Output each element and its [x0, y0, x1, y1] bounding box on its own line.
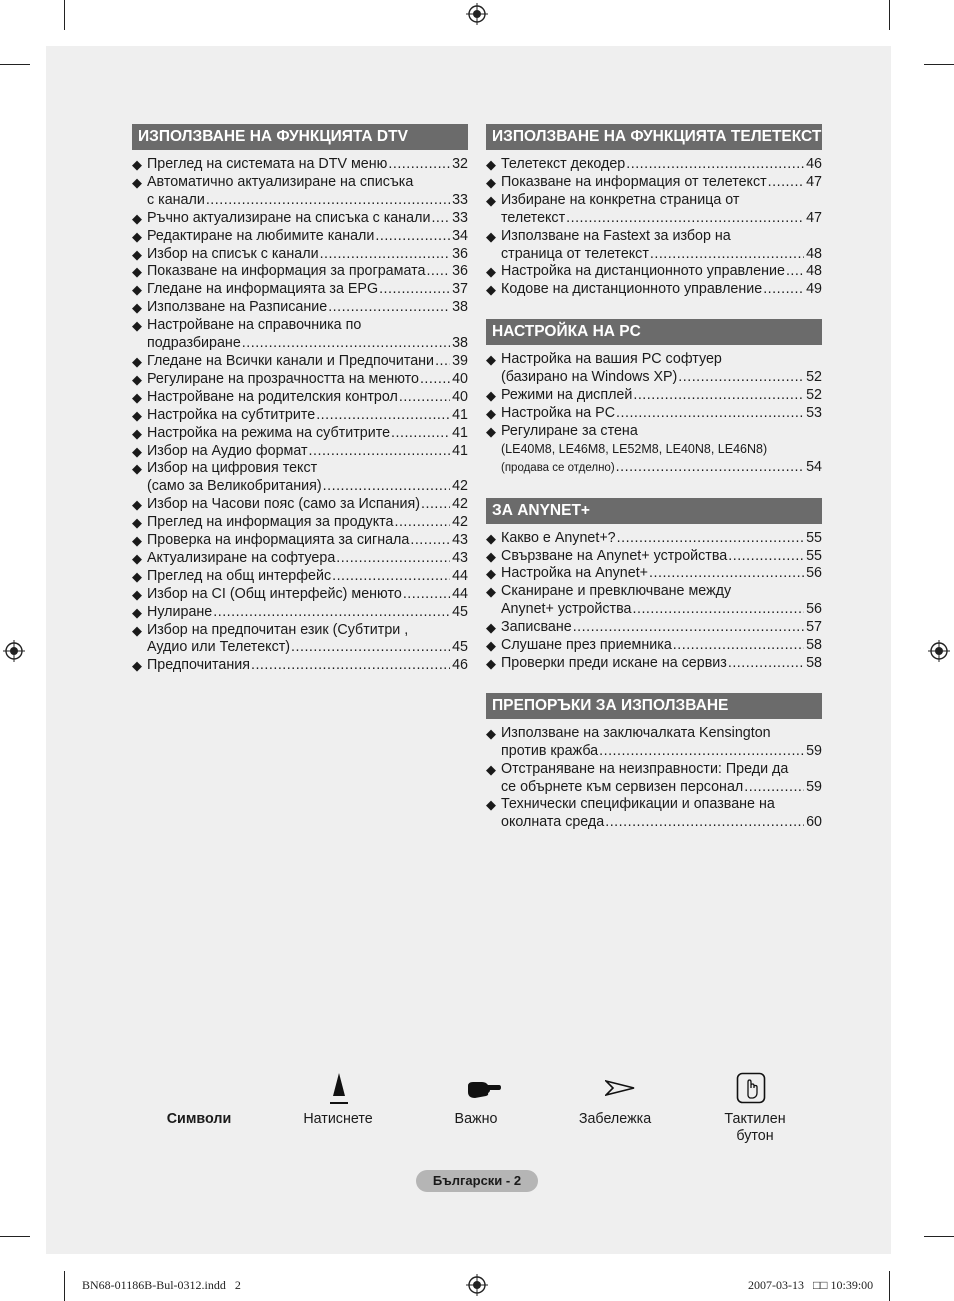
toc-entry-text: Гледане на информацията за EPG: [147, 281, 379, 298]
toc-entry-text: Гледане на Всички канали и Предпочитани: [147, 352, 435, 369]
diamond-bullet-icon: ◆: [486, 655, 496, 671]
page-number: 57: [806, 619, 822, 636]
toc-entry-text: Отстраняване на неизправности: Преди да: [501, 760, 789, 777]
page-number: 37: [452, 281, 468, 298]
page-number: 56: [806, 565, 822, 582]
toc-entry[interactable]: [486, 228, 822, 264]
page-number: 32: [452, 156, 468, 172]
page-number: 46: [452, 657, 468, 674]
toc-entry[interactable]: [486, 387, 822, 405]
toc-entry[interactable]: [486, 281, 822, 299]
dot-leader: [391, 425, 450, 443]
toc-entry-text: Записване: [501, 619, 572, 636]
touch-button-icon: [736, 1072, 766, 1104]
registration-mark-icon: [466, 1274, 488, 1296]
dot-leader: [786, 263, 804, 281]
crop-mark: [889, 0, 890, 30]
toc-entry-text: Преглед на информация за продукта: [147, 514, 394, 531]
diamond-bullet-icon: ◆: [486, 638, 496, 654]
toc-entry[interactable]: [486, 619, 822, 637]
toc-section: [486, 498, 822, 673]
toc-entry-text: Свързване на Anynet+ устройства: [501, 547, 728, 564]
page-number: 49: [806, 281, 822, 298]
dot-leader: [435, 353, 450, 371]
toc-entry-text: (продава се отделно): [501, 461, 615, 474]
toc-entry-text: Преглед на общ интерфейс: [147, 567, 332, 584]
toc-entry-text: (LE40M8, LE46M8, LE52M8, LE40N8, LE46N8): [501, 441, 768, 456]
diamond-bullet-icon: ◆: [132, 515, 142, 531]
toc-entry[interactable]: [132, 228, 468, 246]
diamond-bullet-icon: ◆: [486, 530, 496, 546]
toc-entry[interactable]: [486, 351, 822, 387]
toc-entry-text: Сканиране и превключване между: [501, 583, 732, 600]
page-number: 42: [452, 478, 468, 495]
page-number: 42: [452, 496, 468, 513]
toc-entry-text: против кражба: [501, 742, 599, 759]
diamond-bullet-icon: ◆: [132, 210, 142, 226]
dot-leader: [394, 514, 450, 532]
diamond-bullet-icon: ◆: [132, 264, 142, 280]
dot-leader: [678, 369, 804, 387]
note-arrow-icon: [605, 1080, 635, 1096]
diamond-bullet-icon: ◆: [132, 157, 142, 172]
symbol-label-press: Натиснете: [303, 1111, 373, 1127]
diamond-bullet-icon: ◆: [486, 584, 496, 600]
page-number: 33: [452, 191, 468, 208]
page-number: 52: [806, 387, 822, 404]
toc-entry-text: Автоматично актуализиране на списъка: [147, 173, 414, 190]
dot-leader: [213, 604, 450, 622]
diamond-bullet-icon: ◆: [486, 566, 496, 582]
diamond-bullet-icon: ◆: [486, 405, 496, 421]
diamond-bullet-icon: ◆: [132, 658, 142, 674]
crop-mark: [889, 1271, 890, 1301]
symbols-heading: Символи: [166, 1111, 232, 1127]
diamond-bullet-icon: ◆: [486, 282, 496, 298]
toc-section: [486, 693, 822, 832]
diamond-bullet-icon: ◆: [486, 264, 496, 280]
page-number: 39: [452, 352, 468, 369]
toc-entry[interactable]: [132, 443, 468, 461]
toc-entry[interactable]: [486, 548, 822, 566]
dot-leader: [744, 779, 804, 797]
toc-entry[interactable]: [132, 550, 468, 568]
crop-mark: [64, 1271, 65, 1301]
diamond-bullet-icon: ◆: [486, 174, 496, 190]
diamond-bullet-icon: ◆: [132, 533, 142, 549]
page-number: 47: [806, 173, 822, 190]
crop-mark: [0, 1236, 30, 1237]
dot-leader: [336, 550, 450, 568]
section-title: ЗА ANYNET+: [486, 498, 822, 524]
symbol-label-note: Забележка: [578, 1111, 652, 1127]
diamond-bullet-icon: ◆: [486, 192, 496, 208]
registration-mark-icon: [466, 3, 488, 25]
page-number: 55: [806, 529, 822, 546]
page-number: 47: [806, 209, 822, 226]
toc-entry-text: (само за Великобритания): [147, 478, 322, 495]
toc-entry-text: Актуализиране на софтуера: [147, 549, 336, 566]
diamond-bullet-icon: ◆: [486, 761, 496, 777]
dot-leader: [649, 565, 804, 583]
toc-entry-text: се обърнете към сервизен персонал: [501, 778, 744, 795]
toc-entry[interactable]: [132, 496, 468, 514]
toc-entry-text: Настройка на субтитрите: [147, 406, 316, 423]
dot-leader: [320, 246, 451, 264]
dot-leader: [650, 246, 804, 264]
dot-leader: [633, 601, 805, 619]
page-number: 54: [806, 458, 822, 475]
toc-entry[interactable]: [132, 568, 468, 586]
dot-leader: [420, 371, 450, 389]
toc-entry[interactable]: [486, 796, 822, 832]
toc-right-column: [486, 124, 822, 832]
diamond-bullet-icon: ◆: [132, 443, 142, 459]
toc-entry-text: телетекст: [501, 209, 566, 226]
toc-entry-text: Избор на цифровия текст: [147, 460, 318, 477]
diamond-bullet-icon: ◆: [132, 246, 142, 262]
toc-entry[interactable]: [132, 299, 468, 317]
toc-section: [486, 319, 822, 477]
toc-entry[interactable]: [486, 423, 822, 478]
page-number: 52: [806, 369, 822, 386]
symbol-label-important: Важно: [454, 1111, 498, 1127]
dot-leader: [605, 814, 804, 832]
toc-entry[interactable]: [132, 281, 468, 299]
crop-mark: [0, 64, 30, 65]
diamond-bullet-icon: ◆: [132, 550, 142, 566]
toc-entry-text: Избор на предпочитан език (Субтитри ,: [147, 621, 409, 638]
toc-entry-text: Телетекст декодер: [501, 156, 626, 172]
toc-entry-text: Настройка на дистанционното управление: [501, 263, 785, 280]
page-number: 45: [452, 639, 468, 656]
diamond-bullet-icon: ◆: [132, 389, 142, 405]
diamond-bullet-icon: ◆: [486, 620, 496, 636]
diamond-bullet-icon: ◆: [132, 282, 142, 298]
section-title: НАСТРОЙКА НА PC: [486, 319, 822, 345]
dot-leader: [379, 281, 450, 299]
dot-leader: [673, 637, 804, 655]
symbols-legend: [0, 1070, 954, 1150]
toc-entry[interactable]: [486, 156, 822, 174]
dot-leader: [426, 263, 450, 281]
page-number: 46: [806, 156, 822, 172]
toc-entry-text: Проверки преди искане на сервиз: [501, 654, 727, 671]
dot-leader: [291, 639, 450, 657]
diamond-bullet-icon: ◆: [132, 300, 142, 316]
diamond-bullet-icon: ◆: [132, 174, 142, 190]
toc-entry[interactable]: [132, 317, 468, 353]
toc-entry[interactable]: [486, 637, 822, 655]
toc-entry[interactable]: [132, 174, 468, 210]
toc-entry-text: Избор на списък с канали: [147, 245, 319, 262]
toc-entry[interactable]: [486, 583, 822, 619]
dot-leader: [599, 743, 804, 761]
diamond-bullet-icon: ◆: [486, 228, 496, 244]
toc-entry-text: Настройване на родителския контрол: [147, 388, 398, 405]
dot-leader: [617, 530, 804, 548]
dot-leader: [375, 228, 450, 246]
toc-entry[interactable]: [486, 565, 822, 583]
dot-leader: [323, 478, 450, 496]
diamond-bullet-icon: ◆: [132, 407, 142, 423]
page-number: 53: [806, 404, 822, 421]
page-number: 56: [806, 601, 822, 618]
toc-entry[interactable]: [132, 586, 468, 604]
toc-entry[interactable]: [132, 371, 468, 389]
toc-entry-text: Преглед на системата на DTV меню: [147, 156, 388, 172]
dot-leader: [616, 405, 804, 423]
toc-entry-text: с канали: [147, 191, 205, 208]
toc-entry[interactable]: [132, 425, 468, 443]
toc-entry-text: Регулиране за стена: [501, 422, 638, 439]
page-number: 45: [452, 603, 468, 620]
toc-entry-text: Anynet+ устройства: [501, 601, 632, 618]
toc-entry[interactable]: [132, 657, 468, 675]
diamond-bullet-icon: ◆: [132, 318, 142, 334]
page-number: 48: [806, 245, 822, 262]
toc-section: [132, 124, 468, 675]
page-number: 48: [806, 263, 822, 280]
file-name: BN68-01186B-Bul-0312.indd 2: [82, 1278, 241, 1292]
toc-entry-text: Режими на дисплей: [501, 387, 633, 404]
page-number: 60: [806, 814, 822, 831]
toc-entry[interactable]: [486, 761, 822, 797]
toc-entry[interactable]: [486, 174, 822, 192]
toc-entry-text: Настройка на вашия PC софтуер: [501, 351, 722, 368]
dot-leader: [728, 655, 804, 673]
section-title: ПРЕПОРЪКИ ЗА ИЗПОЛЗВАНЕ: [486, 693, 822, 719]
page-number: 36: [452, 245, 468, 262]
dot-leader: [403, 586, 450, 604]
toc-entry-text: Аудио или Телетекст): [147, 639, 291, 656]
diamond-bullet-icon: ◆: [132, 371, 142, 387]
toc-entry-text: Нулиране: [147, 603, 213, 620]
registration-mark-icon: [3, 640, 25, 662]
page-number: 38: [452, 335, 468, 352]
toc-entry[interactable]: [132, 532, 468, 550]
toc-entry[interactable]: [132, 622, 468, 658]
toc-left-column: [132, 124, 468, 675]
page-number: 42: [452, 514, 468, 531]
toc-entry-text: Показване на информация за програмата: [147, 263, 426, 280]
toc-entry[interactable]: [132, 353, 468, 371]
toc-section: [486, 124, 822, 299]
diamond-bullet-icon: ◆: [486, 548, 496, 564]
toc-entry[interactable]: [132, 514, 468, 532]
dot-leader: [421, 496, 450, 514]
page-number: 55: [806, 547, 822, 564]
page-number: 34: [452, 227, 468, 244]
toc-entry-text: Кодове на дистанционното управление: [501, 281, 763, 298]
toc-entry-text: Настройка на режима на субтитрите: [147, 424, 391, 441]
toc-entry-text: Предпочитания: [147, 657, 250, 674]
toc-entry-text: Слушане през приемника: [501, 637, 672, 654]
toc-entry[interactable]: [132, 407, 468, 425]
page-number: 41: [452, 424, 468, 441]
pointing-hand-icon: [466, 1080, 502, 1100]
page-number: 38: [452, 299, 468, 316]
dot-leader: [573, 619, 804, 637]
print-timestamp: 2007-03-13 □□ 10:39:00: [748, 1278, 874, 1292]
diamond-bullet-icon: ◆: [132, 461, 142, 477]
page-number: 41: [452, 442, 468, 459]
toc-entry-text: Използване на Разписание: [147, 299, 328, 316]
dot-leader: [328, 299, 450, 317]
diamond-bullet-icon: ◆: [132, 228, 142, 244]
dot-leader: [410, 532, 450, 550]
toc-entry[interactable]: [486, 192, 822, 228]
crop-mark: [924, 64, 954, 65]
toc-entry[interactable]: [486, 655, 822, 673]
page-number: 41: [452, 406, 468, 423]
toc-entry-text: Използване на Fastext за избор на: [501, 227, 731, 244]
dot-leader: [768, 174, 804, 192]
toc-entry-text: Избор на CI (Общ интерфейс) менюто: [147, 585, 402, 602]
toc-entry-text: страница от телетекст: [501, 245, 649, 262]
diamond-bullet-icon: ◆: [132, 425, 142, 441]
toc-entry[interactable]: [132, 460, 468, 496]
dot-leader: [728, 548, 804, 566]
dot-leader: [242, 335, 450, 353]
toc-entry-text: Проверка на информацията за сигнала: [147, 532, 410, 549]
toc-entry-text: Регулиране на прозрачността на менюто: [147, 370, 419, 387]
toc-entry-text: Избор на Часови пояс (само за Испания): [147, 496, 420, 513]
toc-entry-text: Технически спецификации и опазване на: [501, 796, 775, 813]
page-number: 44: [452, 567, 468, 584]
dot-leader: [206, 192, 450, 210]
dot-leader: [566, 210, 804, 228]
toc-entry[interactable]: [486, 530, 822, 548]
diamond-bullet-icon: ◆: [486, 157, 496, 172]
diamond-bullet-icon: ◆: [132, 622, 142, 638]
toc-entry-text: (базирано на Windows XP): [501, 369, 678, 386]
page-number: 43: [452, 532, 468, 549]
diamond-bullet-icon: ◆: [132, 497, 142, 513]
diamond-bullet-icon: ◆: [132, 586, 142, 602]
diamond-bullet-icon: ◆: [486, 388, 496, 404]
page-number: 58: [806, 637, 822, 654]
toc-entry-text: околната среда: [501, 814, 605, 831]
diamond-bullet-icon: ◆: [132, 604, 142, 620]
toc-entry-text: Избиране на конкретна страница от: [501, 191, 740, 208]
toc-entry[interactable]: [132, 246, 468, 264]
dot-leader: [309, 443, 451, 461]
section-title: ИЗПОЛЗВАНЕ НА ФУНКЦИЯТА DTV: [132, 124, 468, 150]
toc-entry-text: Настройване на справочника по: [147, 317, 362, 334]
toc-entry-text: подразбиране: [147, 335, 241, 352]
dot-leader: [332, 568, 450, 586]
page-number: 59: [806, 742, 822, 759]
page-number: 33: [452, 209, 468, 226]
dot-leader: [251, 657, 450, 675]
toc-entry[interactable]: [132, 210, 468, 228]
dot-leader: [388, 156, 450, 174]
dot-leader: [633, 387, 804, 405]
toc-entry[interactable]: [132, 604, 468, 622]
symbol-label-touch-button: Тактилен бутон: [724, 1111, 786, 1144]
toc-entry-text: Показване на информация от телетекст: [501, 173, 767, 190]
toc-entry[interactable]: [486, 725, 822, 761]
crop-mark: [64, 0, 65, 30]
dot-leader: [399, 389, 450, 407]
dot-leader: [431, 210, 450, 228]
diamond-bullet-icon: ◆: [486, 725, 496, 741]
toc-entry-text: Ръчно актуализиране на списъка с канали: [147, 209, 431, 226]
press-arrow-icon: [329, 1072, 349, 1106]
toc-entry-text: Настройка на PC: [501, 404, 616, 421]
section-title: ИЗПОЛЗВАНЕ НА ФУНКЦИЯТА ТЕЛЕТЕКСТ: [486, 124, 822, 150]
dot-leader: [316, 407, 450, 425]
dot-leader: [616, 459, 804, 477]
toc-entry-text: Какво е Anynet+?: [501, 529, 616, 546]
toc-entry[interactable]: [486, 405, 822, 423]
page-number: 43: [452, 549, 468, 566]
dot-leader: [763, 281, 804, 299]
toc-entry[interactable]: [132, 389, 468, 407]
diamond-bullet-icon: ◆: [486, 352, 496, 368]
page-number: 40: [452, 388, 468, 405]
toc-entry[interactable]: [486, 263, 822, 281]
registration-mark-icon: [928, 640, 950, 662]
toc-entry-text: Използване на заключалката Kensington: [501, 724, 771, 741]
diamond-bullet-icon: ◆: [132, 353, 142, 369]
crop-mark: [924, 1236, 954, 1237]
toc-entry[interactable]: [132, 263, 468, 281]
page-number: 59: [806, 778, 822, 795]
diamond-bullet-icon: ◆: [486, 423, 496, 439]
diamond-bullet-icon: ◆: [486, 797, 496, 813]
toc-entry-text: Избор на Аудио формат: [147, 442, 308, 459]
toc-entry-text: Редактиране на любимите канали: [147, 227, 375, 244]
dot-leader: [626, 156, 804, 174]
toc-entry[interactable]: [132, 156, 468, 174]
page-number: 36: [452, 263, 468, 280]
page-number: 40: [452, 370, 468, 387]
diamond-bullet-icon: ◆: [132, 568, 142, 584]
page-number-badge: Български - 2: [416, 1170, 538, 1192]
page-number: 58: [806, 654, 822, 671]
page-number: 44: [452, 585, 468, 602]
toc-entry-text: Настройка на Anynet+: [501, 565, 649, 582]
